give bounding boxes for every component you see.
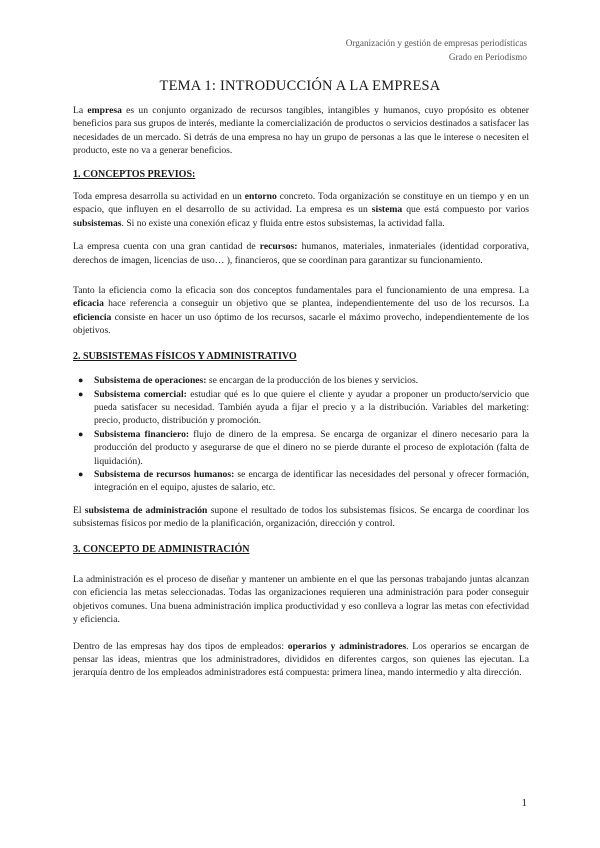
header-degree: Grado en Periodismo [448,52,527,62]
subsystem-list [73,374,529,495]
bullet-icon: ● [78,388,84,399]
list-item: ● Subsistema de recursos humanos: se encarga de identificar las necesidades del personal y ofrecer formación, integración en el equipo, ajustes de salario, etc. [78,468,529,494]
intro-paragraph: La empresa es un conjunto organizado de recursos tangibles, intangibles y humanos, cuyo propósito es obtener beneficios para sus grupos de interés, mediante la comercialización de productos o servicios destinados a satisfacer las necesidades de un mercado. Si detrás de una empresa no hay un grupo de personas a las que le interese o necesiten el producto, este no va a generar beneficios. [73,105,529,157]
list-item: ● Subsistema comercial: estudiar qué es lo que quiere el cliente y ayudar a proponer un producto/servicio que pueda satisfacer su necesidad. También ayuda a fijar el precio y a la distribución. Variables del marketing: precio, producto, distribución y promoción. [78,388,529,427]
section-2-heading: 2. SUBSISTEMAS FÍSICOS Y ADMINISTRATIVO [73,350,297,362]
list-item: ● Subsistema de operaciones: se encargan de la producción de los bienes y servicios. [78,375,419,387]
header-course: Organización y gestión de empresas periodísticas [345,38,527,48]
section-3-paragraph-1: La administración es el proceso de diseñar y mantener un ambiente en el que las personas trabajando juntas alcanzan con eficiencia las metas seleccionadas. Todas las organizaciones requieren una administración para poder conseguir objetivos comunes. Una buena administración implica productividad y eso conlleva a lograr las metas con efectividad y eficiencia. [73,573,529,626]
page-number: 1 [521,797,527,809]
section-3-heading: 3. CONCEPTO DE ADMINISTRACIÓN [73,543,250,555]
section-1-heading: 1. CONCEPTOS PREVIOS: [73,168,196,180]
bullet-icon: ● [78,468,84,479]
section-2-closing-paragraph: El subsistema de administración supone el resultado de todos los subsistemas físicos. Se encarga de coordinar los subsistemas físicos por medio de la planificación, organización, dirección y control. [73,504,530,530]
bullet-icon: ● [78,428,84,439]
document-title: TEMA 1: INTRODUCCIÓN A LA EMPRESA [159,78,441,94]
document-body [73,104,529,680]
page-header [346,36,527,64]
list-item: ● Subsistema financiero: flujo de dinero de la empresa. Se encarga de organizar el dinero necesario para la producción del producto y asegurarse de que el dinero no se pierde durante el proceso de explotación (falta de liquidación). [78,428,529,467]
section-1-paragraph-1: Toda empresa desarrolla su actividad en un entorno concreto. Toda organización se constituye en un tiempo y en un espacio, que influyen en el desarrollo de su actividad. La empresa es un sistema que está compuesto por varios subsistemas. Si no existe una conexión eficaz y fluida entre estos subsistemas, la actividad falla. [73,191,529,229]
bullet-icon: ● [78,375,84,386]
section-1-paragraph-2: La empresa cuenta con una gran cantidad de recursos: humanos, materiales, inmateriales (identidad corporativa, derechos de imagen, licencias de uso… ), financieros, que se coordinan para garantizar su funcionamiento. [73,241,529,266]
section-3-paragraph-2: Dentro de las empresas hay dos tipos de empleados: operarios y administradores. Los operarios se encargan de pensar las ideas, mientras que los administradores, divididos en diferentes cargos, son quienes las ejecutan. La jerarquía dentro de los empleados administradores está compuesta: primera línea, mando intermedio y alta dirección. [73,640,530,679]
section-1-paragraph-3: Tanto la eficiencia como la eficacia son dos conceptos fundamentales para el funcionamiento de una empresa. La eficacia hace referencia a conseguir un objetivo que se plantea, independientemente del uso de los recursos. La eficiencia consiste en hacer un uso óptimo de los recursos, sacarle el máximo provecho, independientemente de los objetivos. [73,285,529,337]
